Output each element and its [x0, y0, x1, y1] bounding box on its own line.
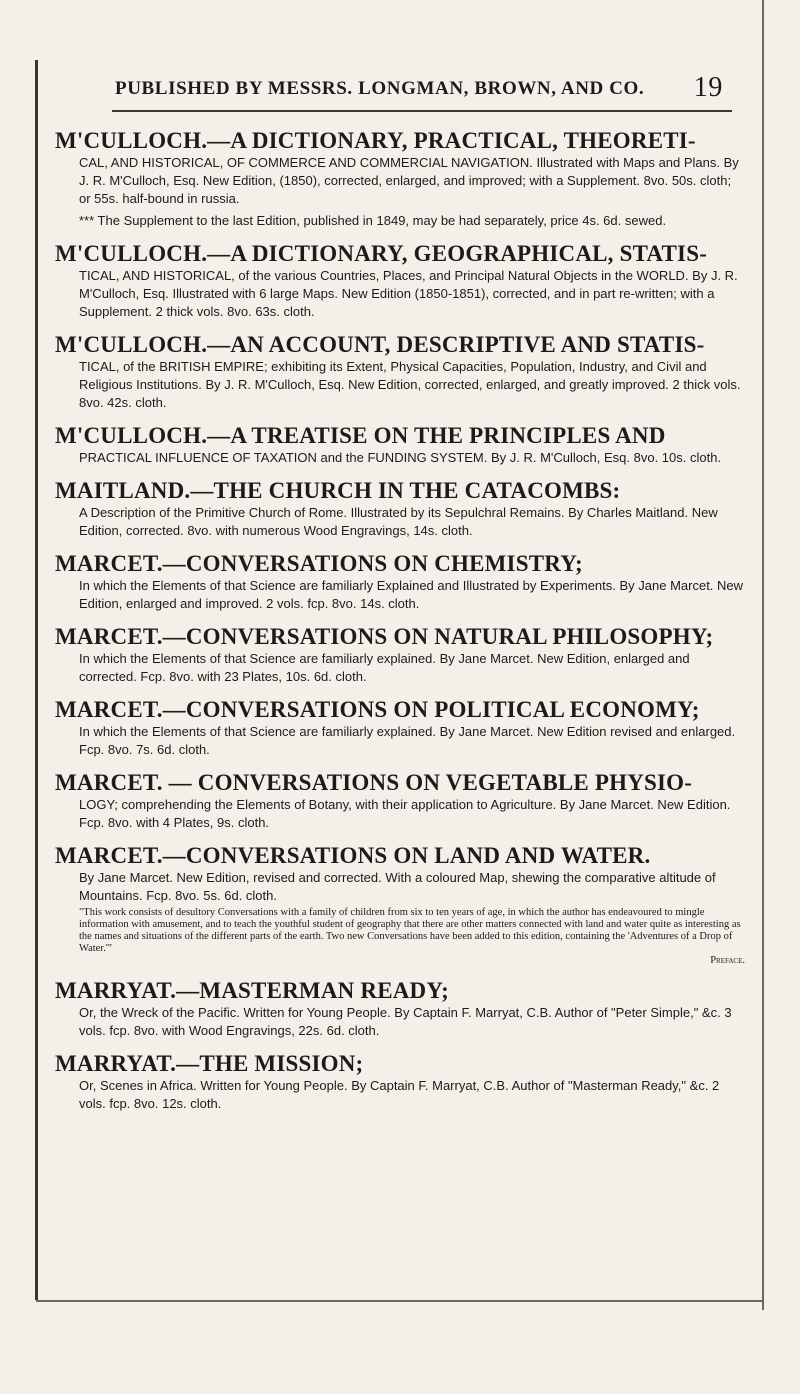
entry-title: MAITLAND.—THE CHURCH IN THE CATACOMBS: [55, 478, 621, 503]
entry-description: In which the Elements of that Science are familiarly explained. By Jane Marcet. New Edition revised and enlarged. Fcp. 8vo. 7s. 6d. cloth. [79, 724, 736, 757]
entry-title: MARRYAT.—THE MISSION; [55, 1051, 364, 1076]
entry-description: PRACTICAL INFLUENCE OF TAXATION and the FUNDING SYSTEM. By J. R. M'Culloch, Esq. 8vo. 10s. cloth. [79, 450, 722, 465]
header-rule [112, 110, 732, 112]
catalogue-entry [55, 1050, 745, 1113]
entry-quote [79, 907, 745, 967]
catalogue-entry [55, 842, 745, 967]
bottom-rule [36, 1300, 764, 1302]
entry-title: M'CULLOCH.—A DICTIONARY, GEOGRAPHICAL, STATIS- [55, 241, 708, 266]
entry-description: In which the Elements of that Science are familiarly explained. By Jane Marcet. New Edition, enlarged and corrected. Fcp. 8vo. with 23 Plates, 10s. 6d. cloth. [79, 651, 690, 684]
page-number: 19 [693, 72, 723, 103]
entry-description: LOGY; comprehending the Elements of Botany, with their application to Agriculture. By Jane Marcet. New Edition. Fcp. 8vo. with 4 Plates, 9s. cloth. [79, 797, 731, 830]
catalogue-entry [55, 769, 745, 832]
publisher-line: PUBLISHED BY MESSRS. LONGMAN, BROWN, AND CO. [115, 78, 645, 99]
right-margin-rule [762, 0, 764, 1310]
quote-text: "This work consists of desultory Conversations with a family of children from six to ten years of age, in which the author has endeavoured to mingle information with amusement, and to teach the youthful student of geography that there are other matters connected with land and water quite as interesting as the names and situations of the different parts of the earth. Two new Conversations have been added to this edition, containing the 'Adventures of a Drop of Water.'" [79, 907, 741, 954]
left-margin-rule [35, 60, 38, 1300]
catalogue-entry [55, 331, 745, 412]
entry-title: M'CULLOCH.—A DICTIONARY, PRACTICAL, THEORETI- [55, 128, 696, 153]
entry-note: *** The Supplement to the last Edition, published in 1849, may be had separately, price 4s. 6d. sewed. [79, 213, 667, 228]
catalogue-entry [55, 977, 745, 1040]
catalogue-entry [55, 477, 745, 540]
entry-description: TICAL, of the BRITISH EMPIRE; exhibiting its Extent, Physical Capacities, Population, Industry, and Civil and Religious Institutions. By J. R. M'Culloch, Esq. New Edition, corrected, enlarged, and greatly improved. 2 thick vols. 8vo. 42s. cloth. [79, 359, 741, 410]
entries-list [55, 127, 745, 1123]
entry-description: A Description of the Primitive Church of Rome. Illustrated by its Sepulchral Remains. By Charles Maitland. New Edition, corrected. 8vo. with numerous Wood Engravings, 14s. cloth. [79, 505, 718, 538]
entry-description: By Jane Marcet. New Edition, revised and corrected. With a coloured Map, shewing the comparative altitude of Mountains. Fcp. 8vo. 5s. 6d. cloth. [79, 870, 716, 903]
catalogue-entry [55, 623, 745, 686]
entry-title: MARRYAT.—MASTERMAN READY; [55, 978, 449, 1003]
catalogue-entry [55, 127, 745, 230]
entry-title: M'CULLOCH.—AN ACCOUNT, DESCRIPTIVE AND STATIS- [55, 332, 705, 357]
catalogue-entry [55, 422, 745, 467]
entry-description: TICAL, AND HISTORICAL, of the various Countries, Places, and Principal Natural Objects in the WORLD. By J. R. M'Culloch, Esq. Illustrated with 6 large Maps. New Edition (1850-1851), corrected, and in part re-written; with a Supplement. 2 thick vols. 8vo. 63s. cloth. [79, 268, 738, 319]
running-header [115, 72, 735, 103]
entry-title: MARCET. — CONVERSATIONS ON VEGETABLE PHYSIO- [55, 770, 693, 795]
entry-title: MARCET.—CONVERSATIONS ON LAND AND WATER. [55, 843, 651, 868]
entry-title: M'CULLOCH.—A TREATISE ON THE PRINCIPLES AND [55, 423, 666, 448]
entry-title: MARCET.—CONVERSATIONS ON NATURAL PHILOSOPHY; [55, 624, 714, 649]
quote-source: Preface. [710, 955, 745, 966]
entry-title: MARCET.—CONVERSATIONS ON POLITICAL ECONOMY; [55, 697, 700, 722]
entry-description: CAL, AND HISTORICAL, OF COMMERCE AND COMMERCIAL NAVIGATION. Illustrated with Maps and Plans. By J. R. M'Culloch, Esq. New Edition, (1850), corrected, enlarged, and improved; with a Supplement. 8vo. 50s. cloth; or 55s. half-bound in russia. [79, 155, 739, 206]
entry-description: Or, the Wreck of the Pacific. Written for Young People. By Captain F. Marryat, C.B. Author of "Peter Simple," &c. 3 vols. fcp. 8vo. with Wood Engravings, 22s. 6d. cloth. [79, 1005, 732, 1038]
entry-description: In which the Elements of that Science are familiarly Explained and Illustrated by Experiments. By Jane Marcet. New Edition, enlarged and improved. 2 vols. fcp. 8vo. 14s. cloth. [79, 578, 744, 611]
entry-title: MARCET.—CONVERSATIONS ON CHEMISTRY; [55, 551, 583, 576]
entry-description: Or, Scenes in Africa. Written for Young People. By Captain F. Marryat, C.B. Author of "Masterman Ready," &c. 2 vols. fcp. 8vo. 12s. cloth. [79, 1078, 720, 1111]
catalogue-entry [55, 550, 745, 613]
catalogue-entry [55, 696, 745, 759]
catalogue-entry [55, 240, 745, 321]
